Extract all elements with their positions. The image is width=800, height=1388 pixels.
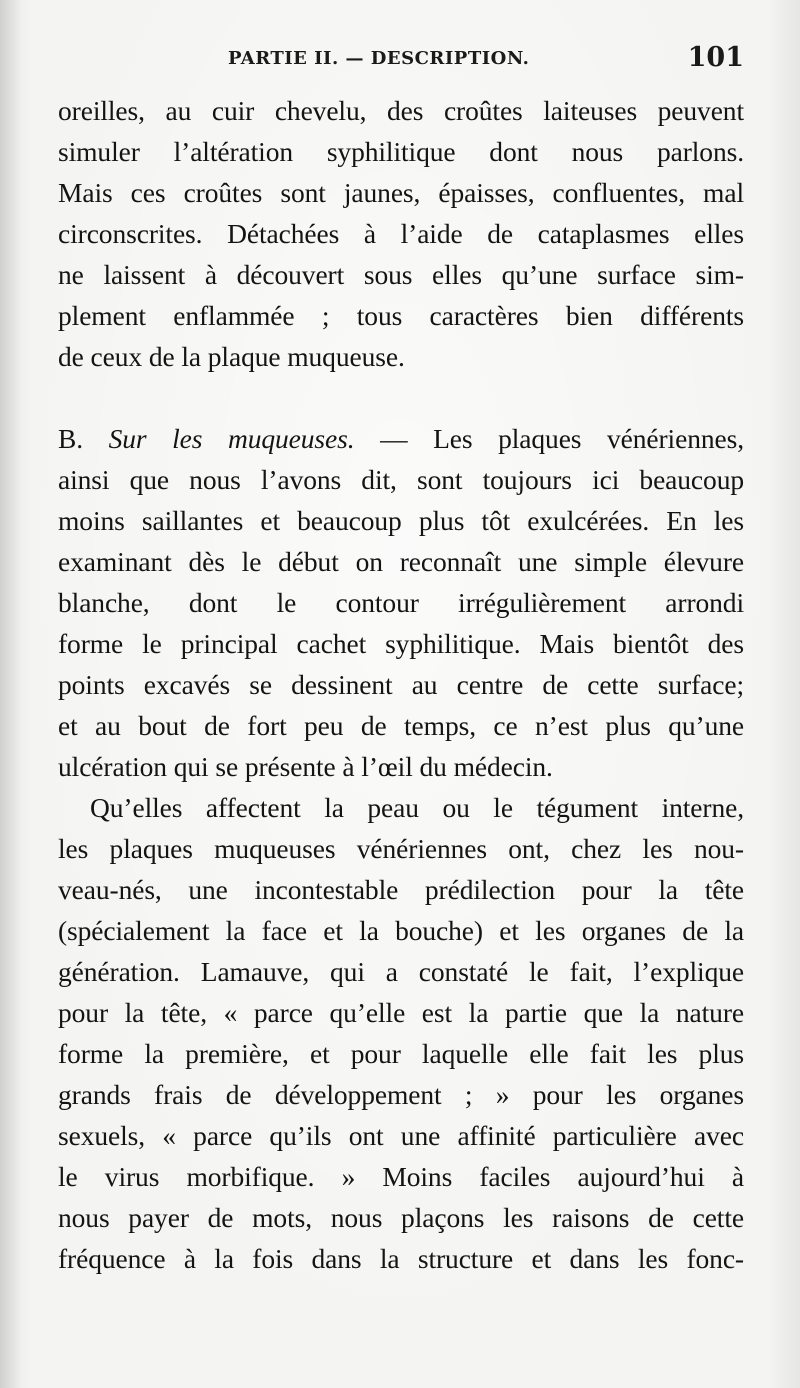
text-line: Mais ces croûtes sont jaunes, épaisses, confluentes, mal — [58, 177, 744, 208]
page-edge-shadow — [0, 0, 22, 1388]
text-line: forme la première, et pour laquelle elle fait les plus — [58, 1038, 744, 1069]
body-text — [58, 90, 744, 1279]
text-line: veau-nés, une incontestable prédilection pour la tête — [58, 874, 744, 905]
text-line: Qu’elles affectent la peau ou le tégument interne, — [90, 792, 744, 823]
text-line: forme le principal cachet syphilitique. Mais bientôt des — [58, 628, 744, 659]
text-line: oreilles, au cuir chevelu, des croûtes laiteuses peuvent — [58, 95, 744, 126]
section-title: Sur les muqueuses. — [108, 423, 355, 454]
paragraph-1 — [58, 90, 744, 377]
text-line: sexuels, « parce qu’ils ont une affinité particulière avec — [58, 1120, 744, 1151]
paragraph-2 — [58, 418, 744, 787]
paragraph-gap — [58, 377, 744, 418]
text-line: blanche, dont le contour irrégulièrement arrondi — [58, 587, 744, 618]
text-line: nous payer de mots, nous plaçons les raisons de cette — [58, 1202, 744, 1233]
text-line: et au bout de fort peu de temps, ce n’est plus qu’une — [58, 710, 744, 741]
text-line: ulcération qui se présente à l’œil du médecin. — [58, 751, 553, 782]
section-first-line-text: — Les plaques vénériennes, — [380, 423, 744, 454]
text-line: points excavés se dessinent au centre de cette surface; — [58, 669, 744, 700]
section-label: B. — [58, 423, 84, 454]
text-line: pour la tête, « parce qu’elle est la partie que la nature — [58, 997, 744, 1028]
page-number: 101 — [687, 42, 744, 73]
text-line: examinant dès le début on reconnaît une simple élevure — [58, 546, 744, 577]
running-head: PARTIE II. — DESCRIPTION. — [228, 48, 530, 69]
section-heading-line — [58, 418, 744, 459]
text-line: ne laissent à découvert sous elles qu’une surface sim- — [58, 259, 744, 290]
text-line: les plaques muqueuses vénériennes ont, chez les nou- — [58, 833, 744, 864]
text-line: simuler l’altération syphilitique dont nous parlons. — [58, 136, 744, 167]
text-line: circonscrites. Détachées à l’aide de cataplasmes elles — [58, 218, 744, 249]
text-line: de ceux de la plaque muqueuse. — [58, 341, 405, 372]
page-header — [58, 44, 744, 78]
text-line: plement enflammée ; tous caractères bien différents — [58, 300, 744, 331]
text-line: grands frais de développement ; » pour les organes — [58, 1079, 744, 1110]
text-line: génération. Lamauve, qui a constaté le fait, l’explique — [58, 956, 744, 987]
text-line: le virus morbifique. » Moins faciles aujourd’hui à — [58, 1161, 744, 1192]
text-line: fréquence à la fois dans la structure et dans les fonc- — [58, 1243, 744, 1274]
text-line: moins saillantes et beaucoup plus tôt exulcérées. En les — [58, 505, 744, 536]
text-line: ainsi que nous l’avons dit, sont toujours ici beaucoup — [58, 464, 744, 495]
paragraph-3 — [58, 787, 744, 1279]
text-line: (spécialement la face et la bouche) et les organes de la — [58, 915, 744, 946]
